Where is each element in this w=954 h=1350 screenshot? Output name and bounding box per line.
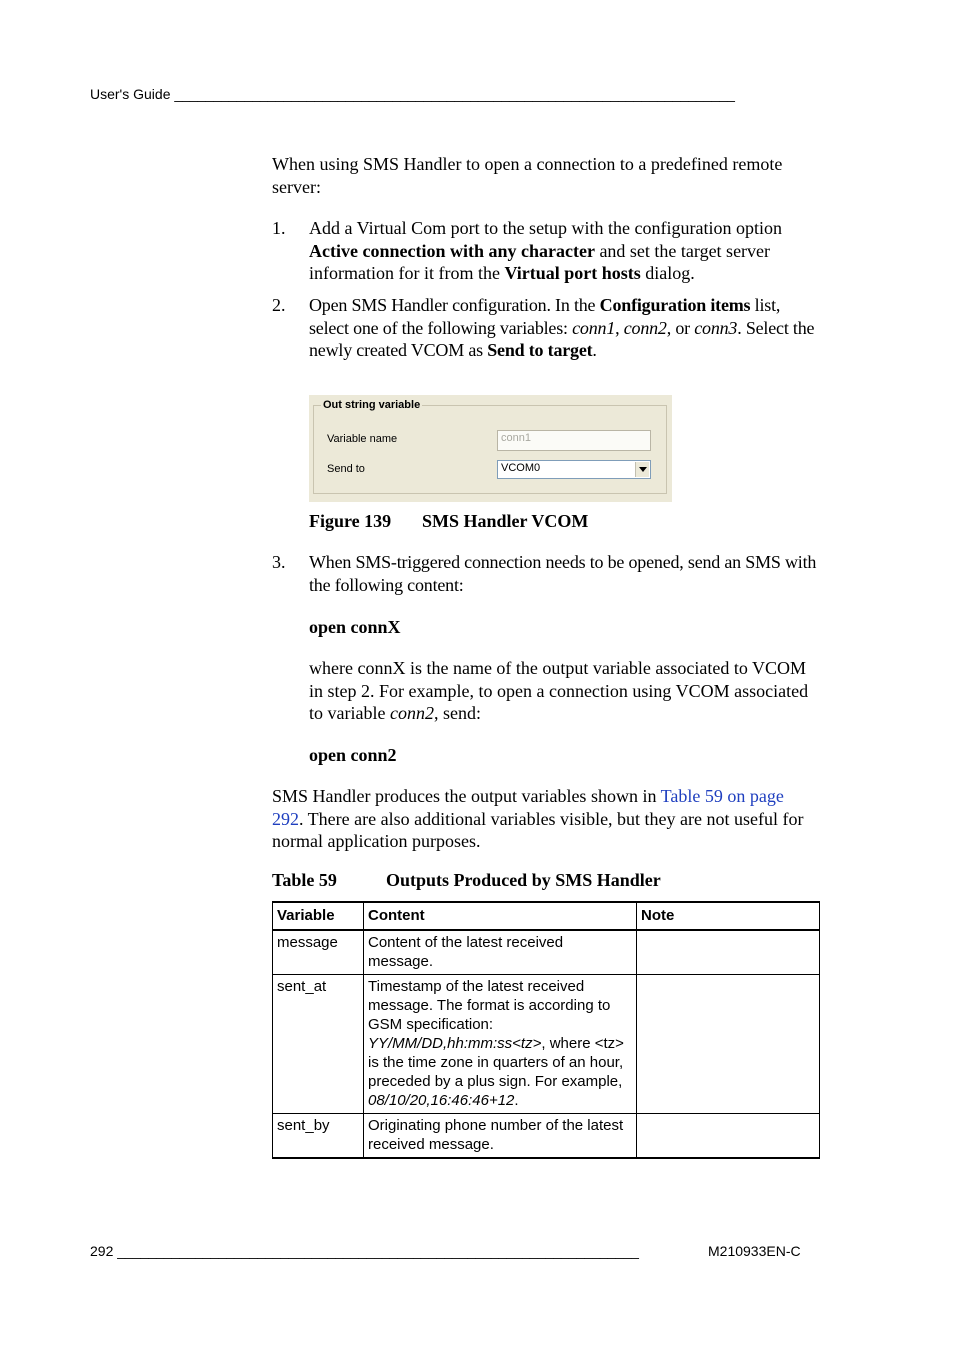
cell-note	[637, 930, 820, 975]
running-header: User's Guide ________________________________________________________________________	[90, 86, 735, 102]
cell-content: Timestamp of the latest received message. The format is according to GSM specification: YY/MM/DD,hh:mm:ss<tz>, where <tz> is the time zone in quarters of an hour, preceded by a plus sign. For example, 08/10/20,16:46:46+12.	[364, 975, 637, 1114]
variable-name-input[interactable]: conn1	[497, 430, 651, 451]
step-2-text: Open SMS Handler configuration. In the Configuration items list, select one of the following variables: conn1, conn2, or conn3. Select the newly created VCOM as Send to target.	[309, 295, 815, 360]
header-note: Note	[637, 902, 820, 930]
table-title: Outputs Produced by SMS Handler	[386, 870, 661, 890]
send-to-label: Send to	[327, 463, 365, 475]
footer-page-number: 292 ___________________________________________________________________	[90, 1243, 639, 1259]
table-59-link[interactable]: Table 59 on page 292	[272, 786, 784, 829]
table-number: Table 59	[272, 870, 337, 890]
table-header-row	[273, 902, 820, 930]
figure-title: SMS Handler VCOM	[422, 511, 589, 531]
footer-doc-id: M210933EN-C	[708, 1243, 801, 1259]
table-row	[273, 930, 820, 975]
dialog-virtual-port-hosts: Virtual port hosts	[504, 263, 641, 283]
cell-content: Content of the latest received message.	[364, 930, 637, 975]
cell-note	[637, 975, 820, 1114]
step-3-explanation: where connX is the name of the output variable associated to VCOM in step 2. For example, to open a connection using VCOM associated to variable conn2, send:	[309, 658, 809, 723]
command-open-conn2: open conn2	[309, 745, 397, 765]
outputs-table	[272, 901, 820, 1159]
out-string-variable-dialog	[309, 395, 672, 502]
header-variable: Variable	[273, 902, 364, 930]
chevron-down-icon[interactable]	[635, 462, 649, 477]
groupbox-title: Out string variable	[323, 399, 421, 411]
option-active-connection: Active connection with any character	[309, 240, 595, 261]
cell-variable: sent_by	[273, 1114, 364, 1159]
step-3-text: When SMS-triggered connection needs to be opened, send an SMS with the following content:	[309, 552, 817, 595]
table-row	[273, 1114, 820, 1159]
cell-variable: message	[273, 930, 364, 975]
step-3-number: 3.	[272, 552, 286, 572]
send-to-value: VCOM0	[501, 462, 541, 474]
step-1-text: Add a Virtual Com port to the setup with the configuration option Active connection with any character and set the target server information for it from the Virtual port hosts dialog.	[309, 218, 783, 283]
send-to-select[interactable]	[497, 460, 651, 479]
figure-number: Figure 139	[309, 511, 392, 531]
variable-name-label: Variable name	[327, 433, 398, 445]
cell-variable: sent_at	[273, 975, 364, 1114]
command-open-connx: open connX	[309, 617, 401, 637]
header-content: Content	[364, 902, 637, 930]
step-1-number: 1.	[272, 218, 286, 238]
cell-content: Originating phone number of the latest received message.	[364, 1114, 637, 1159]
outro-paragraph: SMS Handler produces the output variables shown in Table 59 on page 292. There are also additional variables visible, but they are not useful for normal application purposes.	[272, 786, 804, 851]
table-row	[273, 975, 820, 1114]
cell-note	[637, 1114, 820, 1159]
intro-paragraph: When using SMS Handler to open a connection to a predefined remote server:	[272, 154, 783, 197]
step-2-number: 2.	[272, 295, 286, 315]
